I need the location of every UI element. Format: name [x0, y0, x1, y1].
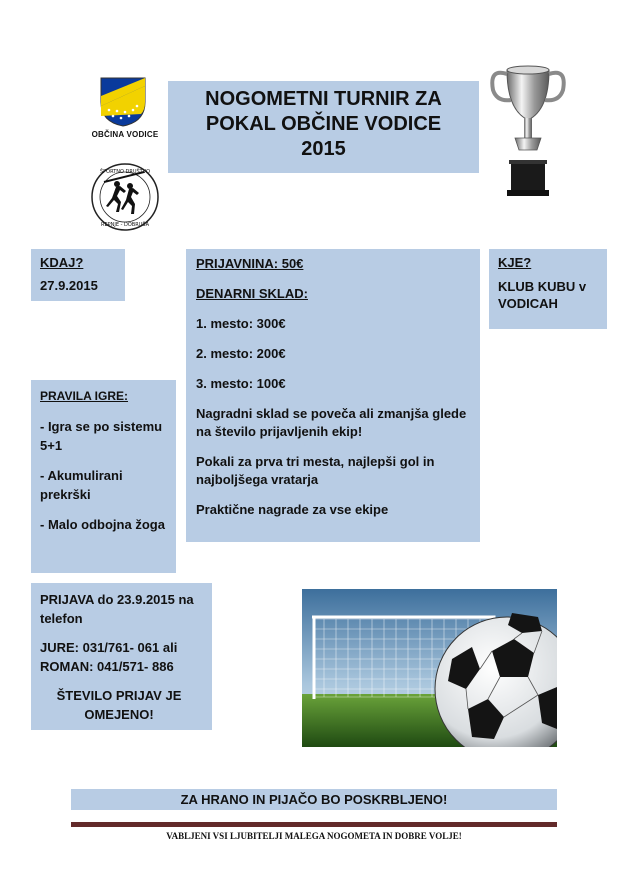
where-label: KJE?: [498, 255, 532, 270]
prize-note-cups: Pokali za prva tri mesta, najlepši gol in najboljšega vratarja: [196, 454, 435, 487]
when-box: [31, 249, 125, 301]
rule-item: - Malo odbojna žoga: [40, 517, 165, 532]
registration-deadline: PRIJAVA do 23.9.2015 na telefon: [40, 592, 194, 626]
svg-text:REPNJE - DOBRUŠA: REPNJE - DOBRUŠA: [100, 222, 150, 228]
when-date: 27.9.2015: [40, 278, 98, 293]
divider-line: [71, 822, 557, 827]
contact-roman: ROMAN: 041/571- 886: [40, 659, 174, 674]
contact-jure: JURE: 031/761- 061 ali: [40, 640, 178, 655]
trophy-icon: [485, 58, 571, 200]
where-box: [489, 249, 607, 329]
prize-note-fund: Nagradni sklad se poveča ali zmanjša glede na število prijavljenih ekip!: [196, 406, 467, 439]
registration-box: [31, 583, 212, 730]
footer-invitation: VABLJENI VSI LJUBITELJI MALEGA NOGOMETA IN DOBRE VOLJE!: [166, 831, 462, 841]
prize-second: 2. mesto: 200€: [196, 346, 286, 361]
food-notice: ZA HRANO IN PIJAČO BO POSKRBLJENO!: [71, 789, 557, 810]
prizes-box: [186, 249, 480, 542]
svg-text:ŠPORTNO DRUŠTVO: ŠPORTNO DRUŠTVO: [99, 169, 151, 175]
registration-limit: ŠTEVILO PRIJAV JE OMEJENO!: [56, 688, 182, 722]
rules-box: [31, 380, 176, 573]
prize-third: 3. mesto: 100€: [196, 376, 286, 391]
where-location: KLUB KUBU v VODICAH: [498, 279, 587, 311]
prize-fund-label: DENARNI SKLAD:: [196, 286, 308, 301]
municipality-name: OBČINA VODICE: [91, 130, 159, 139]
title-box: [168, 81, 479, 173]
rules-label: PRAVILA IGRE:: [40, 389, 129, 403]
title-line-1: NOGOMETNI TURNIR ZA: [205, 88, 442, 110]
title-line-3: 2015: [301, 138, 346, 160]
entry-fee: PRIJAVNINA: 50€: [196, 256, 304, 271]
sports-club-runners-icon: [90, 162, 160, 232]
rule-item: - Akumulirani prekrški: [40, 468, 123, 502]
prize-note-all: Praktične nagrade za vse ekipe: [196, 502, 389, 517]
rule-item: - Igra se po sistemu 5+1: [40, 419, 163, 453]
when-label: KDAJ?: [40, 255, 84, 270]
football-goal-photo: [302, 589, 557, 747]
prize-first: 1. mesto: 300€: [196, 316, 286, 331]
municipality-shield-icon: [97, 76, 149, 128]
title-line-2: POKAL OBČINE VODICE: [205, 113, 442, 135]
